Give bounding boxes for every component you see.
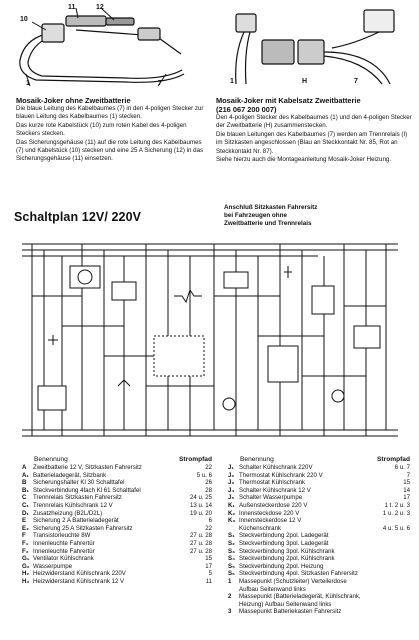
legend-code: 1 [228, 577, 232, 585]
legend-name: Sicherung 25 A Sitzkasten Fahrersitz [33, 524, 133, 532]
legend-code: S₄ [228, 555, 235, 563]
legend-row [228, 586, 410, 594]
legend-name: Steckverbindung 3pol. Kühlschrank [239, 547, 335, 555]
legend-row [22, 487, 212, 495]
legend-code: S₅ [228, 562, 235, 570]
legend-code: D₁ [22, 509, 29, 517]
legend-header-pfad: Strompfad [179, 456, 212, 463]
legend-row [228, 464, 410, 472]
legend-name: Thermostat Kühlschrank [239, 479, 306, 487]
figure-label-1: 1 [26, 80, 30, 87]
legend-strompfad: 1 t. 2 u. 3 [384, 501, 410, 509]
legend-row [228, 472, 410, 480]
legend-row [228, 593, 410, 601]
legend-row [22, 563, 212, 571]
legend-row [22, 464, 212, 472]
legend-code: K₁ [228, 501, 235, 509]
legend-strompfad: 19 u. 20 [189, 509, 212, 517]
legend-code: B [22, 479, 27, 487]
legend-name: Innensteckerdose 12 V [239, 517, 302, 525]
legend-code: G₁ [22, 555, 30, 563]
legend-code: 3 [228, 608, 232, 616]
schaltplan-title: Schaltplan 12V/ 220V [14, 210, 142, 224]
legend-code: G₂ [22, 562, 30, 570]
caption-paragraph: Siehe hierzu auch die Montageanleitung Mosaik-Joker Heizung. [216, 156, 392, 164]
legend-row [22, 472, 212, 480]
legend-strompfad: 27 u. 28 [189, 547, 212, 555]
caption-paragraph: Die blaue Leitung des Kabelbaumes (7) in den 4-poligen Stecker zur blauen Leitung des Kabelbaumes (1) stecken. [16, 105, 204, 121]
legend-row [22, 494, 212, 502]
legend-row [22, 479, 212, 487]
legend-code: A₁ [22, 471, 29, 479]
legend-code: 2 [228, 593, 232, 601]
legend-name: Innenleuchte Fahrertür [33, 547, 95, 555]
legend-row [228, 502, 410, 510]
figure-label-12: 12 [96, 4, 104, 11]
legend-code: A [22, 464, 27, 471]
legend-code: H₂ [22, 570, 30, 578]
legend-code: K₂ [228, 509, 236, 517]
figure-label-7: 7 [354, 78, 358, 85]
caption-paragraph: Den 4-poligen Stecker des Kabelbaumes (1) und den 4-poligen Stecker der Zweitbatterie (H) zusammenstecken. [216, 114, 412, 130]
legend-row [22, 548, 212, 556]
legend-name: Steckverbindung 2pol. Ladegerät [239, 532, 329, 540]
legend-row [228, 510, 410, 518]
caption-paragraph: Die blauen Leitungen des Kabelbaumes (7) werden am Trennrelais (I) im Sitzkasten angeschlossen (Blau an Steckkontakt Nr. 85, Rot an Steckkontakt Nr. 87). [216, 130, 408, 155]
legend-name: Zusatzheizung (B2L/D2L) [33, 509, 103, 517]
legend-strompfad: 26 [205, 479, 212, 487]
legend-code [228, 586, 239, 594]
legend-strompfad: 27 u. 28 [189, 539, 212, 547]
legend-code: E₂ [22, 524, 29, 532]
anschluss-line: Anschluß Sitzkasten Fahrersitz [224, 204, 318, 211]
legend-left [22, 456, 212, 586]
legend-code [228, 525, 239, 533]
legend-name: Transistorleuchte 8W [33, 532, 91, 540]
legend-row [228, 525, 410, 533]
connector-with-second-battery-illustration [214, 4, 414, 90]
legend-row [228, 601, 410, 609]
legend-name: Schalter Kühlschrank 12 V [239, 486, 311, 494]
legend-strompfad: 22 [205, 464, 212, 471]
legend-row [228, 608, 410, 616]
legend-name: Steckverbindung 2pol. Kühlschrank [239, 555, 335, 563]
legend-row [228, 487, 410, 495]
legend-code: J₁ [228, 464, 234, 471]
caption-title: Mosaik-Joker ohne Zweitbatterie [16, 96, 131, 105]
caption-body [16, 105, 206, 164]
legend-name: Innenleuchte Fahrertür [33, 539, 95, 547]
legend-strompfad: 1 u. 2 u. 3 [382, 509, 410, 517]
caption-paragraph: Das Sicherungsgehäuse (11) auf die rote Leitung des Kabelbaumes (7) und Kabelstück (10) stecken und eine 25 A Sicherung (12) in das Sicherungsgehäuse (11) einsetzen. [16, 138, 204, 163]
legend-right-rows [228, 464, 410, 616]
legend-code: K₃ [228, 517, 236, 525]
legend-row [228, 494, 410, 502]
legend-code: S₂ [228, 539, 235, 547]
legend-strompfad: 17 [403, 494, 410, 502]
legend-name: Sicherung 2 A Batterieladegerät [33, 517, 119, 525]
legend-name: Thermostat Kühlschrank 220 V [239, 471, 323, 479]
legend-name: Ventilator Kühlschrank [33, 555, 94, 563]
legend-name: Wasserpumpe [33, 562, 73, 570]
legend-code: E [22, 517, 27, 525]
legend-code: S₃ [228, 547, 235, 555]
legend-row [22, 555, 212, 563]
legend-code: S₁ [228, 532, 235, 540]
legend-name: Massepunkt Batteriekasten Fahrersitz [239, 608, 342, 616]
legend-name: Batterieladegerät, Sitzbank [33, 471, 107, 479]
legend-name: Steckverbindung 3pol. Ladegerät [239, 539, 329, 547]
legend-name: Massepunkt (Schutzleiter) Verteilerdose [239, 577, 347, 585]
legend-strompfad: 7 [406, 471, 410, 479]
legend-name: Sicherungshalter Kl 30 Schalttafel [33, 479, 125, 487]
legend-strompfad: 24 u. 25 [189, 494, 212, 502]
legend-code: J₅ [228, 494, 235, 502]
cable-connector-illustration [6, 4, 204, 90]
legend-row [228, 532, 410, 540]
legend-code: C [22, 494, 27, 502]
legend-name: Schalter Wasserpumpe [239, 494, 303, 502]
legend-row [228, 570, 410, 578]
legend-right [228, 456, 410, 616]
legend-name: Steckverbindung 4pol. Sitzkasten Fahrersitz [239, 570, 358, 578]
legend-name: Steckverbindung 4fach Kl 61 Schalttafel [33, 486, 141, 494]
legend-name: Massepunkt (Batterieladegerät, Kühlschrank, [239, 593, 361, 601]
legend-strompfad: 6 [208, 517, 212, 525]
legend-strompfad: 5 u. 6 [196, 471, 212, 479]
legend-name: Schalter Kühlschrank 220V [239, 464, 313, 471]
legend-name: Heizung) Aufbau Seitenwand links [239, 600, 332, 608]
legend-name: Zweitbatterie 12 V, Sitzkasten Fahrersitz [33, 464, 142, 471]
legend-name: Trennrelais Sitzkasten Fahrersitz [33, 494, 122, 502]
legend-row [22, 525, 212, 533]
legend-name: Außensteckerdose 220 V [239, 501, 308, 509]
legend-code: F [22, 532, 26, 540]
legend-strompfad: 6 u. 7 [394, 464, 410, 471]
legend-code: C₁ [22, 501, 29, 509]
legend-name: Heizwiderstand Kühlschrank 12 V [33, 577, 125, 585]
legend-code: J₄ [228, 486, 235, 494]
legend-row [22, 517, 212, 525]
anschluss-line: bei Fahrzeugen ohne [224, 212, 287, 219]
figure-label-1: 1 [230, 78, 234, 85]
anschluss-note [224, 204, 394, 228]
legend-code: H₃ [22, 577, 30, 585]
legend-row [22, 510, 212, 518]
legend-row [22, 570, 212, 578]
top-left-figure [6, 4, 204, 90]
wiring-diagram [18, 236, 403, 446]
legend-strompfad: 4 u. 5 u. 6 [382, 524, 410, 532]
legend-code [228, 601, 239, 609]
legend-strompfad: 5 [208, 570, 212, 578]
legend-code: F₁ [22, 539, 29, 547]
legend-header-pfad: Strompfad [377, 456, 410, 463]
legend-left-rows [22, 464, 212, 586]
top-left-caption [16, 96, 206, 164]
legend-row [22, 540, 212, 548]
legend-strompfad: 22 [205, 524, 212, 532]
legend-strompfad: 27 u. 28 [189, 532, 212, 540]
legend-row [22, 578, 212, 586]
legend-name: Trennrelais Kühlschrank 12 V [33, 501, 113, 509]
legend-name: Küchenschrank [239, 524, 282, 532]
legend-strompfad: 13 u. 14 [189, 501, 212, 509]
legend-name: Aufbau Seitenwand links [239, 585, 306, 593]
figure-label-h: H [302, 78, 308, 85]
legend-strompfad: 15 [403, 479, 410, 487]
legend-code: J₃ [228, 479, 235, 487]
legend-strompfad: 14 [403, 486, 410, 494]
legend-row [228, 578, 410, 586]
legend-strompfad: 17 [205, 562, 212, 570]
figure-label-10: 10 [20, 16, 28, 23]
legend-strompfad: 28 [205, 486, 212, 494]
legend-row [22, 502, 212, 510]
legend-code: F₂ [22, 547, 29, 555]
legend-row [228, 563, 410, 571]
legend-row [228, 479, 410, 487]
legend-strompfad: 11 [205, 577, 212, 585]
caption-body [216, 114, 412, 164]
part-number: (216 067 200 007) [216, 105, 277, 114]
top-right-figure [214, 4, 414, 90]
top-right-caption [216, 96, 412, 164]
legend-name: Innensteckdose 220 V [239, 509, 300, 517]
anschluss-line: Zweitbatterie und Trennrelais [224, 220, 312, 227]
legend-header-name: Benennung [240, 456, 274, 463]
legend-row [228, 555, 410, 563]
figure-label-7: 7 [158, 80, 162, 87]
legend-code: B₁ [22, 486, 29, 494]
legend-strompfad: 15 [205, 555, 212, 563]
legend-name: Heizwiderstand Kühlschrank 220V [33, 570, 126, 578]
legend-row [228, 517, 410, 525]
legend-code: J₂ [228, 471, 235, 479]
legend-row [22, 532, 212, 540]
legend-header-name: Benennung [34, 456, 68, 463]
legend-code: S₆ [228, 570, 235, 578]
caption-paragraph: Das kurze rote Kabelstück (10) zum roten Kabel des 4-poligen Steckers stecken. [16, 121, 187, 138]
legend-row [228, 540, 410, 548]
legend-name: Steckverbindung 2pol. Heizung [239, 562, 324, 570]
figure-label-11: 11 [68, 4, 76, 11]
legend-row [228, 548, 410, 556]
caption-title: Mosaik-Joker mit Kabelsatz Zweitbatterie [216, 96, 361, 105]
